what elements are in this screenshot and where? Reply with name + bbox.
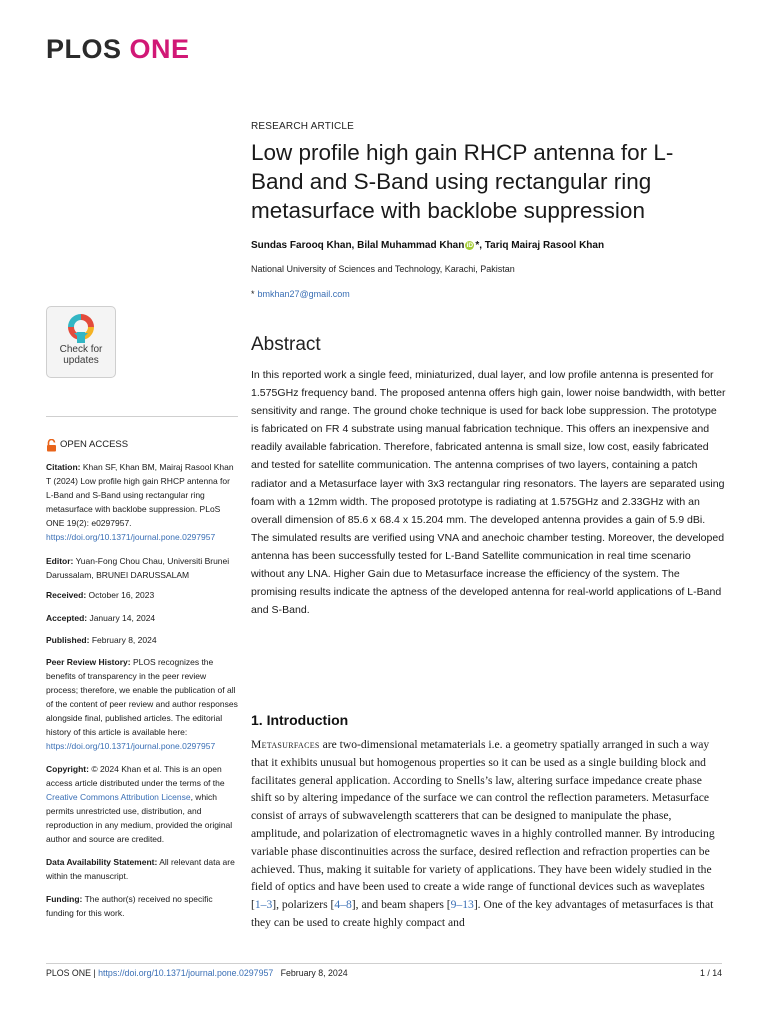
check-updates-icon xyxy=(66,312,96,344)
intro-text-4: ]. One of the key advantages of metasurfaces is that they can be used to create highly compact and xyxy=(251,898,714,929)
intro-lead: Metasurfaces xyxy=(251,738,320,751)
copyright-block: Copyright: © 2024 Khan et al. This is an open access article distributed under the terms of the Creative Commons Attribution License, which permits unrestricted use, distribution, and reproduction in any medium, provided the original author and source are credited. xyxy=(46,764,233,844)
corresponding-email xyxy=(251,289,721,299)
reference-link[interactable]: 4–8 xyxy=(334,898,352,912)
article-type: RESEARCH ARTICLE xyxy=(251,121,355,132)
intro-text-3: ], and beam shapers [ xyxy=(351,898,451,912)
abstract-text: In this reported work a single feed, miniaturized, dual layer, and low profile antenna is presented for 1.575GHz frequency band. The proposed antenna offers high gain, lower noise bandwidth, with better sensitivity and range. The ground choke technique is used for back lobe suppression. The prototype is fabricated on FR 4 substrate using manual fabrication technique. This offers an inexpensive and readily available fabrication. Therefore, fabricated antenna is small size, low cost, easily fabricated and tested for satellite communication. The antenna comprises of two layers, containing a patch radiator and a Metasurface layer with 3x3 rectangular ring resonators. The layers are separated using foam with a 12mm width. The proposed prototype is radiating at 1.575GHz and 2.33GHz with an overall dimension of 85.6 x 68.4 x 15.204 mm. The developed antenna provides a gain of 5.9 dBi. The simulated results are verified using VNA and anechoic chamber testing. Moreover, the developed antenna has been successfully tested for L-Band Satellite communication in real time scenario without any LNA. Higher Gain due to Metasurface increase the efficiency of the system. The promising results indicate the aptness of the developed antenna for real-world applications of L-Band and S-Band. xyxy=(251,369,726,617)
badge-label: Check for updates xyxy=(59,344,103,366)
check-for-updates-badge[interactable] xyxy=(46,306,116,378)
published-date: Published: February 8, 2024 xyxy=(46,635,157,645)
open-lock-icon xyxy=(46,439,57,452)
email-link[interactable]: bmkhan27@gmail.com xyxy=(257,289,350,299)
received-date: Received: October 16, 2023 xyxy=(46,590,155,600)
page-number: 1 / 14 xyxy=(699,968,722,978)
footer-date: February 8, 2024 xyxy=(280,968,348,978)
orcid-icon[interactable]: iD xyxy=(466,241,474,249)
footer-journal: PLOS ONE | xyxy=(46,968,99,978)
affiliation: National University of Sciences and Technology, Karachi, Pakistan xyxy=(251,264,515,274)
abstract-heading: Abstract xyxy=(251,334,321,355)
introduction-heading: 1. Introduction xyxy=(251,712,349,728)
open-access-label: OPEN ACCESS xyxy=(46,438,238,452)
sidebar-divider xyxy=(46,416,238,417)
data-availability-block: Data Availability Statement: All relevant data are within the manuscript. xyxy=(46,857,235,881)
email-marker: * xyxy=(251,289,255,299)
author-list xyxy=(251,240,721,251)
intro-text-2: ], polarizers [ xyxy=(272,898,335,912)
reference-link[interactable]: 1–3 xyxy=(254,898,273,912)
journal-logo[interactable] xyxy=(46,36,190,63)
page-footer xyxy=(46,968,348,978)
citation-doi-link[interactable]: https://doi.org/10.1371/journal.pone.0297957 xyxy=(46,532,216,542)
peer-review-link[interactable]: https://doi.org/10.1371/journal.pone.0297957 xyxy=(46,741,216,751)
editor-block: Editor: Yuan-Fong Chou Chau, Universiti Brunei Darussalam, BRUNEI DARUSSALAM xyxy=(46,556,230,580)
accepted-date: Accepted: January 14, 2024 xyxy=(46,613,156,623)
license-link[interactable]: Creative Commons Attribution License xyxy=(46,792,191,802)
logo-plos: PLOS xyxy=(46,34,122,64)
funding-block: Funding: The author(s) received no specific funding for this work. xyxy=(46,894,213,918)
citation-block: Citation: Khan SF, Khan BM, Mairaj Rasool Khan T (2024) Low profile high gain RHCP antenna for L-Band and S-Band using rectangular ring metasurface with backlobe suppression. PLoS ONE 19(2): e0297957. https://doi.org/10.1371/journal.pone.0297957 xyxy=(46,462,234,542)
logo-one: ONE xyxy=(129,34,190,64)
footer-doi-link[interactable]: https://doi.org/10.1371/journal.pone.0297957 xyxy=(98,968,274,978)
reference-link[interactable]: 9–13 xyxy=(450,898,474,912)
article-title: Low profile high gain RHCP antenna for L-Band and S-Band using rectangular ring metasurface with backlobe suppression xyxy=(251,140,674,223)
authors-rest: *, Tariq Mairaj Rasool Khan xyxy=(475,240,605,251)
intro-text-1: are two-dimensional metamaterials i.e. a geometry spatially arranged in such a way that it exhibits unusual but homogenous properties so it can be used as a single building block and facilitates general application. According to Snells’s law, altering surface impedance create phase shift so by altering impedance of the surface we can control the reflection parameters. Metasurface consist of arrays of subwavelength scatterers that can be designed to manipulate the phase, amplitude, and polarization of electromagnetic waves in a highly controlled manner. By introducing variable phase discontinuities across the surface, desired reflection and refraction properties can be achieved. Thus, making it suitable for variety of applications. They have been widely studied in the field of optics and have been used to create a wide range of functional devices such as waveplates [ xyxy=(251,738,715,912)
peer-review-block: Peer Review History: PLOS recognizes the benefits of transparency in the peer review process; therefore, we enable the publication of all of the content of peer review and author responses alongside final, published articles. The editorial history of this article is available here: https://doi.org/10.1371/journal.pone.0297957 xyxy=(46,657,238,751)
footer-divider xyxy=(46,963,722,964)
authors-first: Sundas Farooq Khan, Bilal Muhammad Khan xyxy=(251,240,465,251)
introduction-text xyxy=(251,736,721,932)
